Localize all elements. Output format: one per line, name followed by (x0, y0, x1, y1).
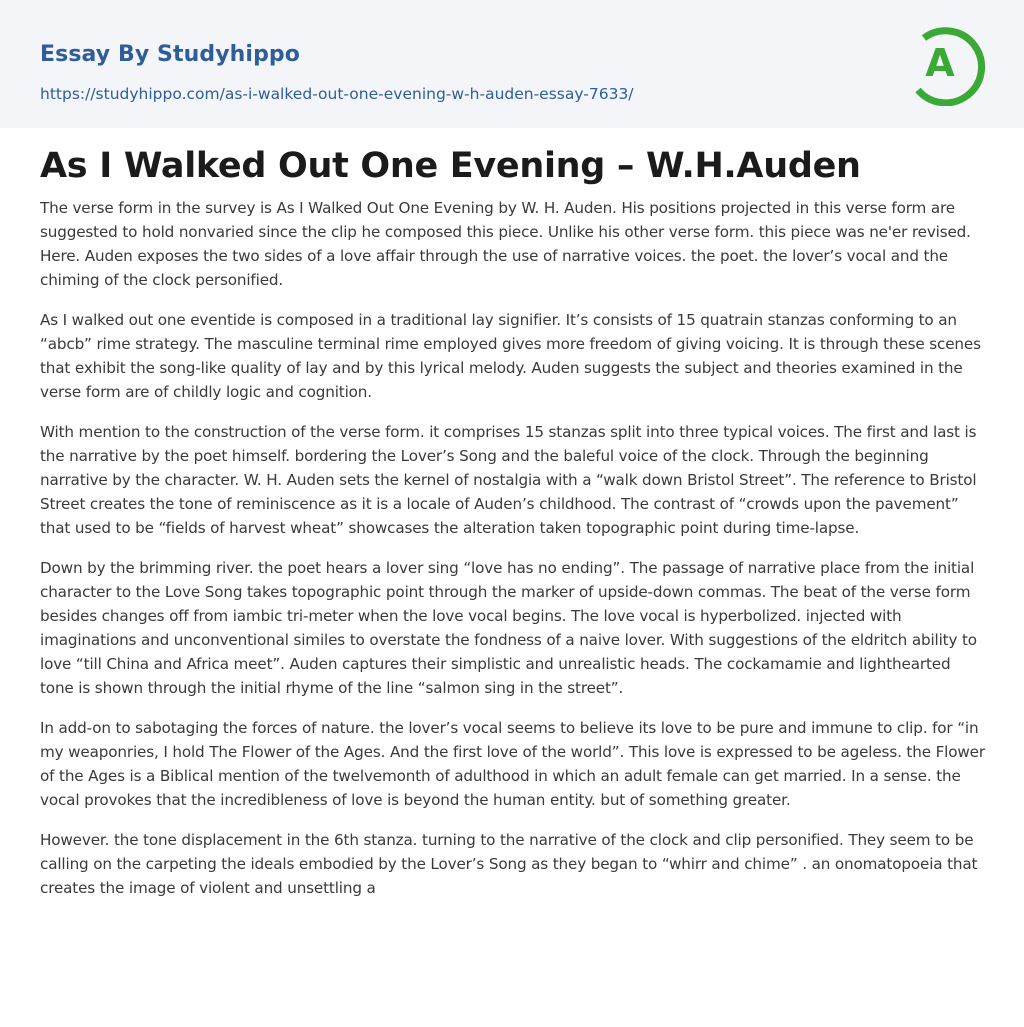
studyhippo-logo[interactable] (912, 20, 986, 106)
paragraph: The verse form in the survey is As I Walked Out One Evening by W. H. Auden. His positions projected in this verse form are suggested to hold nonvaried since the clip he composed this piece. Unlike his other verse form. this piece was ne'er revised. Here. Auden exposes the two sides of a love affair through the use of narrative voices. the poet. the lover’s vocal and the chiming of the clock personified. (40, 199, 971, 289)
paragraph: In add-on to sabotaging the forces of nature. the lover’s vocal seems to believe its love to be pure and immune to clip. for “in my weaponries, I hold The Flower of the Ages. And the first love of the world”. This love is expressed to be ageless. the Flower of the Ages is a Biblical mention of the twelvemonth of adulthood in which an adult female can get married. In a sense. the vocal provokes that the incredibleness of love is beyond the human entity. but of something greater. (40, 719, 985, 809)
source-url-link[interactable]: https://studyhippo.com/as-i-walked-out-one-evening-w-h-auden-essay-7633/ (40, 85, 634, 103)
logo-letter: A (925, 41, 955, 85)
paragraph: With mention to the construction of the verse form. it comprises 15 stanzas split into three typical voices. The first and last is the narrative by the poet himself. bordering the Lover’s Song and the baleful voice of the clock. Through the beginning narrative by the character. W. H. Auden sets the kernel of nostalgia with a “walk down Bristol Street”. The reference to Bristol Street creates the tone of reminiscence as it is a locale of Auden’s childhood. The contrast of “crowds upon the pavement” that used to be “fields of harvest wheat” showcases the alteration taken topographic point during time-lapse. (40, 423, 977, 537)
brand-title[interactable]: Essay By Studyhippo (40, 42, 300, 67)
paragraph: Down by the brimming river. the poet hears a lover sing “love has no ending”. The passage of narrative place from the initial character to the Love Song takes topographic point through the marker of upside-down commas. The beat of the verse form besides changes off from iambic tri-meter when the love vocal begins. The love vocal is hyperbolized. injected with imaginations and unconventional similes to overstate the fondness of a naive lover. With suggestions of the eldritch ability to love “till China and Africa meet”. Auden captures their simplistic and unrealistic heads. The cockamamie and lighthearted tone is shown through the initial rhyme of the line “salmon sing in the street”. (40, 559, 977, 697)
article-body (40, 196, 988, 916)
paragraph: As I walked out one eventide is composed in a traditional lay signifier. It’s consists of 15 quatrain stanzas conforming to an “abcb” rime strategy. The masculine terminal rime employed gives more freedom of giving voicing. It is through these scenes that exhibit the song-like quality of lay and by this lyrical melody. Auden suggests the subject and theories examined in the verse form are of childly logic and cognition. (40, 311, 981, 401)
page-title: As I Walked Out One Evening – W.H.Auden (40, 146, 861, 186)
site-header (0, 0, 1024, 128)
paragraph: However. the tone displacement in the 6th stanza. turning to the narrative of the clock and clip personified. They seem to be calling on the carpeting the ideals embodied by the Lover’s Song as they began to “whirr and chime” . an onomatopoeia that creates the image of violent and unsettling a (40, 831, 978, 897)
logo-icon (912, 20, 986, 106)
